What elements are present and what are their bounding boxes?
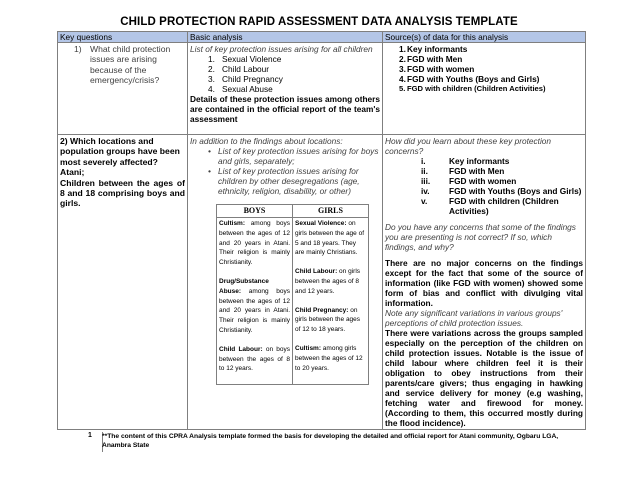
- document-title: CHILD PROTECTION RAPID ASSESSMENT DATA ANALYSIS TEMPLATE: [120, 16, 518, 28]
- girls-cell: [293, 218, 369, 385]
- table-row: [58, 43, 586, 135]
- list-item: 4. FGD with Youths (Boys and Girls): [399, 74, 540, 84]
- question-1: [60, 44, 185, 86]
- girls-issue: Child Labour: on girls between the ages of 8 and 12 years.: [295, 268, 361, 295]
- question-1-number: 1): [74, 44, 82, 54]
- sources-2-question: How did you learn about these key protection concerns?: [385, 136, 552, 156]
- question-2-answer: Atani;: [60, 167, 85, 178]
- analysis-2-intro: In addition to the findings about locations:: [190, 136, 343, 146]
- list-item: iv. FGD with Youths (Boys and Girls): [421, 186, 582, 196]
- analysis-1-cell: [188, 43, 383, 135]
- sources-1-cell: [383, 43, 586, 135]
- boys-issue: Child Labour: on boys between the ages of 8 to 12 years.: [219, 345, 290, 373]
- list-item: 3. FGD with women: [399, 64, 475, 74]
- analysis-1-intro: List of key protection issues arising for all children: [190, 44, 373, 54]
- list-item: 3. Child Pregnancy: [208, 74, 283, 84]
- concerns-question: Do you have any concerns that some of the findings you are presenting is not correct? If so, which findings, and why?: [385, 222, 576, 252]
- list-item: 2. Child Labour: [208, 64, 270, 74]
- variations-question: Note any significant variations in various groups' perceptions of child protection issues.: [385, 308, 563, 328]
- list-item: 4. Sexual Abuse: [208, 84, 273, 94]
- list-item: 2. FGD with Men: [399, 54, 463, 64]
- header-basic-analysis: Basic analysis: [188, 32, 383, 43]
- list-item: • List of key protection issues arising for boys and girls, separately;: [190, 146, 380, 166]
- boys-cell: [217, 218, 293, 385]
- question-2-text: 2) Which locations and population groups have been most severely affected?: [60, 136, 180, 167]
- boys-header: BOYS: [217, 205, 293, 218]
- question-2-cell: [58, 135, 188, 430]
- analysis-table: [57, 31, 586, 430]
- header-key-questions: Key questions: [58, 32, 188, 43]
- table-header-row: [58, 32, 586, 43]
- footnote-number-box: [80, 432, 103, 452]
- list-item: i. Key informants: [421, 156, 510, 166]
- sources-1-list: [385, 44, 583, 94]
- list-item: ii. FGD with Men: [421, 166, 505, 176]
- boys-issue: Cultism: among boys between the ages of 12 and 20 years in Atani. Their religion is mainly Christianity.: [219, 220, 290, 267]
- list-item: • List of key protection issues arising for children by other desegregations (age, ethnicity, religion, disability, or other): [190, 166, 380, 196]
- list-item: iii. FGD with women: [421, 176, 517, 186]
- concerns-answer: There are no major concerns on the findings except for the fact that some of the source of information (like FGD with women) showed some form of bias and conflict with divulging vital information.: [385, 258, 583, 308]
- boys-girls-table: [216, 204, 369, 385]
- list-item: 1. Key informants: [399, 44, 468, 54]
- header-sources: Source(s) of data for this analysis: [383, 32, 586, 43]
- girls-issue: Child Pregnancy: on girls between the ages of 12 to 18 years.: [295, 306, 361, 334]
- girls-header: GIRLS: [293, 205, 369, 218]
- sources-2-list: [385, 156, 583, 216]
- girls-issue: Cultism: among girls between the ages of 12 to 20 years.: [295, 344, 363, 372]
- boys-issue: Drug/Substance Abuse: among boys between the ages of 12 and 20 years in Atani. Their religion is mainly Christianity.: [219, 277, 290, 334]
- question-2-answer-groups: Children between the ages of 8 and 18 comprising boys and girls.: [60, 177, 185, 209]
- variations-answer: There were variations across the groups sampled especially on the perception of the children on child protection issues. Notable is the issue of child labour where children feel it is their obligation to obey instructions from their parents/care givers; thus engaging in hawking and service delivery for money (e.g washing, fetching water and firewood for money. (According to them, this occurred mostly during the flood incidence).: [385, 328, 583, 428]
- issues-list: [208, 54, 380, 94]
- sources-2-cell: [383, 135, 586, 430]
- list-item: 1. Sexual Violence: [208, 54, 282, 64]
- girls-issue: Sexual Violence: on girls between the age of 5 and 18 years. They are mainly Christians.: [295, 220, 365, 257]
- table-row: [58, 135, 586, 430]
- analysis-2-cell: [188, 135, 383, 430]
- footnote-text: **The content of this CPRA Analysis template formed the basis for developing the detailed and official report for Atani community, Ogbaru LGA, Anambra State: [102, 433, 559, 449]
- footnote-number: 1: [88, 432, 92, 439]
- list-item: v. FGD with children (Children Activities): [421, 196, 559, 216]
- question-1-text: What child protection issues are arising because of the emergency/crisis?: [90, 44, 171, 86]
- analysis-1-details: Details of these protection issues among others are contained in the official report of the team's assessment: [190, 94, 380, 124]
- analysis-2-bullets: [190, 146, 380, 196]
- question-1-cell: [58, 43, 188, 135]
- list-item: 5. FGD with children (Children Activities): [399, 84, 546, 93]
